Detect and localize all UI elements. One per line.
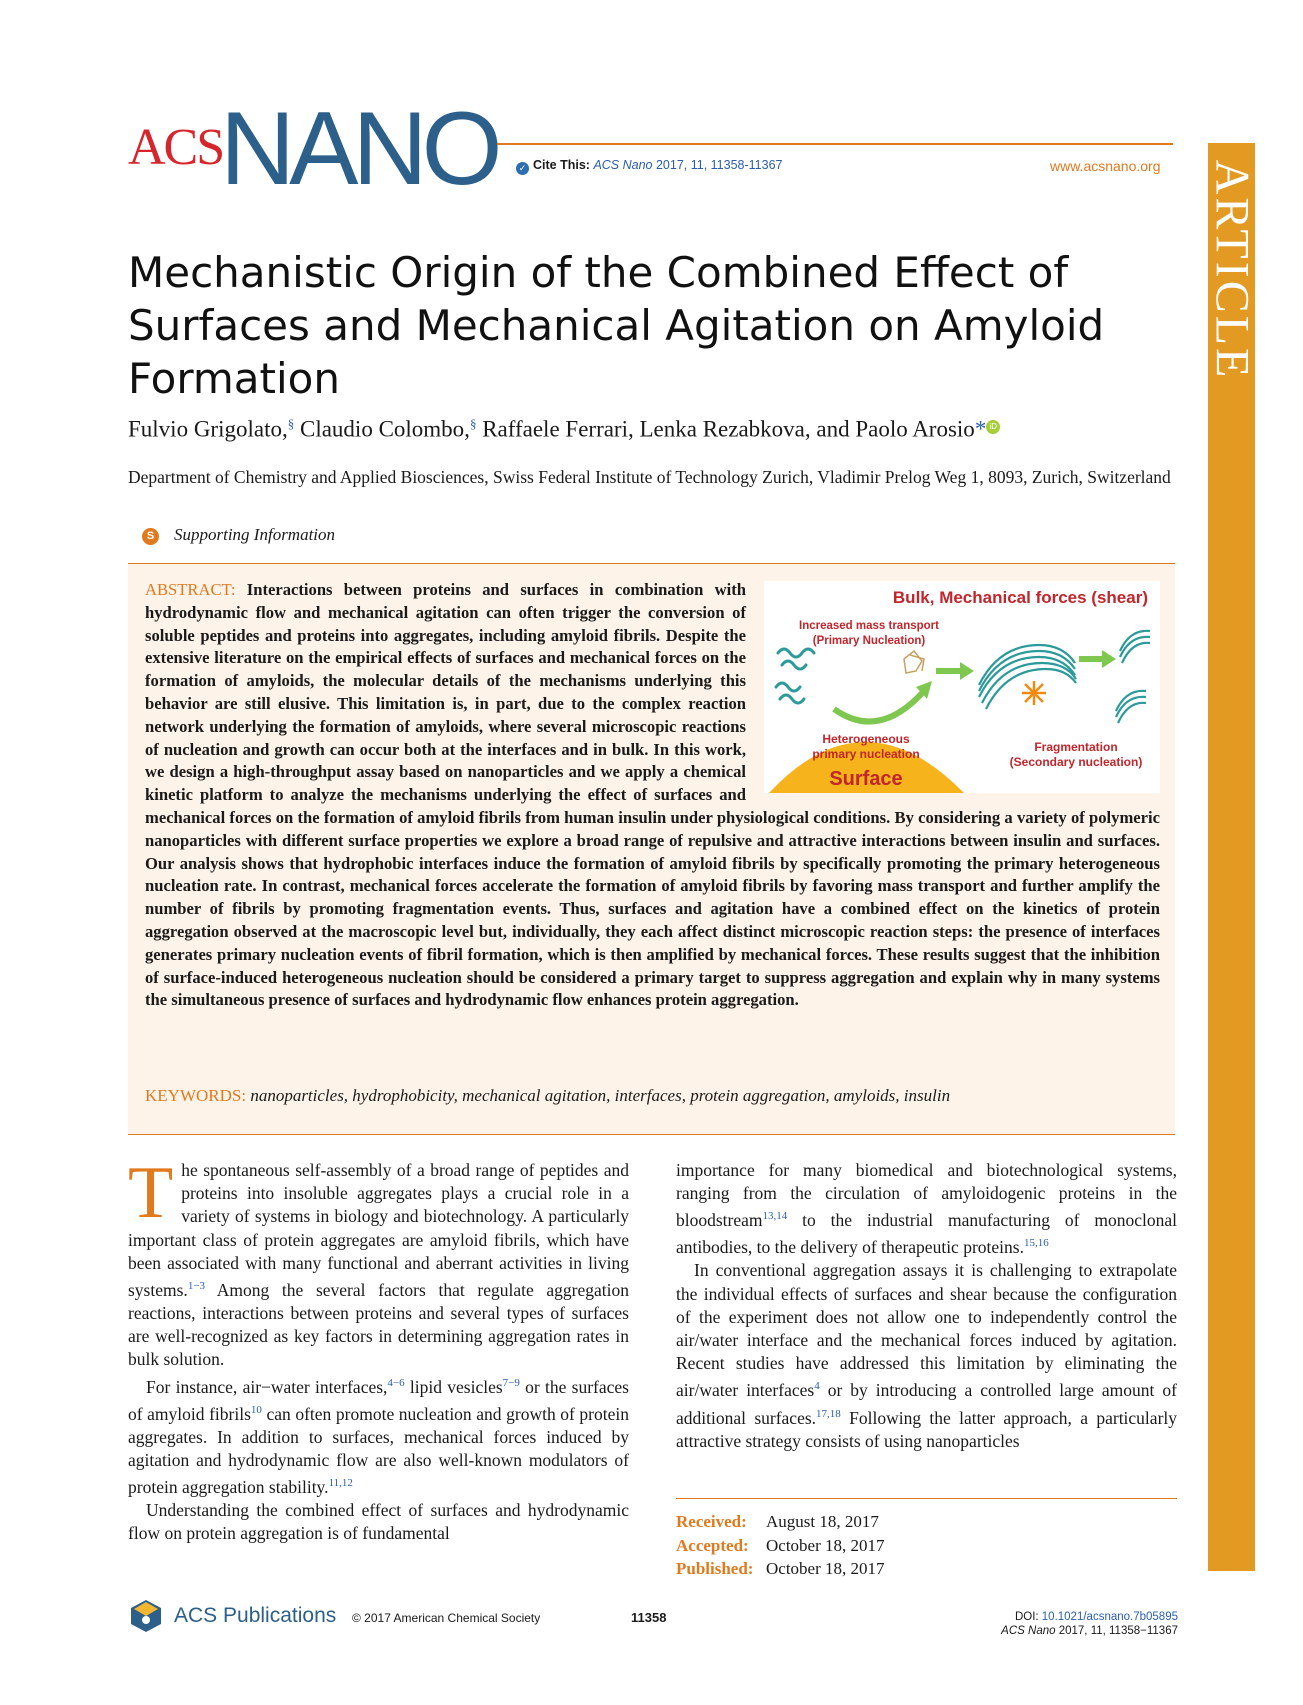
check-icon: ✓: [516, 162, 529, 175]
acs-hexagon-icon: [128, 1598, 164, 1634]
toc-hetero-1: Heterogeneous: [822, 732, 910, 746]
keywords-label: KEYWORDS:: [145, 1086, 247, 1105]
accepted-label: Accepted:: [676, 1535, 749, 1555]
toc-nucleus: [904, 651, 924, 673]
corresponding-mark[interactable]: *: [974, 416, 987, 442]
paragraph-4: [676, 1159, 1177, 1259]
published-date: October 18, 2017: [766, 1559, 885, 1578]
published-label: Published:: [676, 1559, 754, 1578]
logo-nano: NANO: [220, 91, 497, 207]
paragraph-5: [676, 1259, 1177, 1452]
body-column-left: [128, 1152, 629, 1546]
toc-fragmentation-1: Fragmentation: [1034, 740, 1118, 754]
p2-text-a: For instance, air−water interfaces,: [146, 1376, 388, 1397]
toc-mass-transport-2: (Primary Nucleation): [812, 635, 926, 647]
orcid-icon[interactable]: iD: [986, 420, 1000, 434]
affiliation: Department of Chemistry and Applied Biosciences, Swiss Federal Institute of Technology Zurich, Vladimir Prelog Weg 1, 8093, Zurich, Switzerland: [128, 467, 1171, 487]
toc-monomers: [776, 649, 814, 703]
body-column-right: [676, 1159, 1177, 1453]
article-title: Mechanistic Origin of the Combined Effect of Surfaces and Mechanical Agitation on Amyloid Formation: [128, 248, 1105, 403]
ref-link[interactable]: 4: [814, 1380, 820, 1393]
cite-ref: 2017, 11, 11358-11367: [655, 158, 783, 172]
cite-link[interactable]: [593, 158, 782, 172]
doi-block: [940, 1610, 1178, 1638]
toc-mass-transport-1: Increased mass transport: [799, 620, 939, 632]
author-rest: Raffaele Ferrari, Lenka Rezabkova, and Paolo Arosio: [482, 416, 975, 442]
toc-fragment-star: [1022, 681, 1046, 705]
toc-curved-arrow: [834, 691, 924, 721]
author-2-mark[interactable]: §: [469, 416, 477, 431]
received-label: Received:: [676, 1512, 747, 1531]
journal-ref-line: [940, 1624, 1178, 1638]
p2-text-c: or the surfaces of amyloid fibrils: [128, 1376, 629, 1424]
article-label: [1205, 150, 1258, 390]
cite-this[interactable]: [516, 158, 783, 175]
author-1-mark[interactable]: §: [287, 416, 295, 431]
r2-text-c: Following the latter approach, a particularly attractive strategy consists of using nanoparticles: [676, 1407, 1178, 1451]
toc-arrowhead-1: [960, 662, 974, 680]
toc-surface-label: Surface: [829, 768, 903, 790]
doi-line: [940, 1610, 1178, 1624]
received-date: August 18, 2017: [766, 1512, 879, 1531]
author-2: Claudio Colombo,: [299, 416, 470, 442]
abstract-label: ABSTRACT:: [145, 580, 236, 599]
doi-link[interactable]: 10.1021/acsnano.7b05895: [1041, 1611, 1178, 1623]
accepted-row: [676, 1534, 885, 1558]
ref-link[interactable]: 11,12: [328, 1477, 353, 1490]
footer-ref: 2017, 11, 11358−11367: [1058, 1625, 1178, 1637]
header-rule: [497, 143, 1173, 145]
website-link[interactable]: www.acsnano.org: [1050, 158, 1161, 174]
received-row: [676, 1510, 885, 1534]
publication-dates: [676, 1510, 885, 1581]
p2-text-b: lipid vesicles: [404, 1376, 503, 1397]
logo-acs: ACS: [128, 119, 224, 176]
paragraph-2: [128, 1372, 629, 1500]
publisher-name: ACS Publications: [174, 1604, 337, 1627]
toc-arrowhead-2: [1102, 650, 1116, 668]
p1-text-a: he spontaneous self-assembly of a broad range of peptides and proteins into insoluble aggregates plays a crucial role in a variety of systems in biology and biotechnology. A particularly important class of protein aggregates are amyloid fibrils, which have been associated with many functional and aberrant activities in living systems.: [128, 1160, 629, 1300]
toc-hetero-2: primary nucleation: [812, 747, 920, 761]
ref-link[interactable]: 1−3: [187, 1280, 206, 1293]
cite-journal: ACS Nano: [593, 158, 653, 172]
ref-link[interactable]: 15,16: [1023, 1237, 1049, 1250]
p1-text-b: Among the several factors that regulate aggregation reactions, interactions between proteins and several types of surfaces are well-recognized as key factors in determining aggregation rates in bulk solution.: [128, 1279, 629, 1370]
toc-fragments: [1116, 631, 1150, 723]
ref-link[interactable]: 17,18: [816, 1407, 841, 1420]
acs-publications-logo[interactable]: [128, 1598, 336, 1634]
r1-text-b: to the industrial manufacturing of monoclonal antibodies, to the delivery of therapeutic proteins.: [676, 1210, 1177, 1258]
footer-journal: ACS Nano: [1001, 1625, 1056, 1637]
cite-label: Cite This:: [533, 158, 590, 172]
toc-graphic: [764, 581, 1160, 793]
author-1: Fulvio Grigolato,: [128, 416, 288, 442]
accepted-date: October 18, 2017: [766, 1535, 885, 1555]
page-number: 11358: [631, 1610, 667, 1625]
drop-cap: T: [128, 1152, 174, 1234]
ref-link[interactable]: 7−9: [502, 1376, 520, 1389]
r2-text-a: In conventional aggregation assays it is challenging to extrapolate the individual effects of surfaces and shear because the configuration of the experiment does not allow one to independently control the air/water interface and the mechanical forces induced by agitation. Recent studies have addressed this limitation by eliminating the air/water interfaces: [676, 1260, 1177, 1401]
article-label-text: ARTICLE: [1205, 159, 1258, 381]
r2-text-b: or by introducing a controlled large amount of additional surfaces.: [676, 1380, 1177, 1428]
ref-link[interactable]: 13,14: [762, 1210, 788, 1223]
supporting-info-label: Supporting Information: [174, 525, 336, 544]
dates-rule: [676, 1498, 1177, 1499]
keywords-list: nanoparticles, hydrophobicity, mechanical agitation, interfaces, protein aggregation, amyloids, insulin: [250, 1086, 951, 1105]
published-row: [676, 1557, 885, 1581]
abstract-body: Interactions between proteins and surfaces in combination with hydrodynamic flow and mechanical agitation can often trigger the conversion of soluble peptides and proteins into aggregates, including amyloid fibrils. Despite the extensive literature on the empirical effects of surfaces and mechanical forces on the formation of amyloids, the molecular details of the mechanisms underlying this behavior are still elusive. This limitation is, in part, due to the complex reaction network underlying the formation of amyloids, where several microscopic reactions of nucleation and growth can occur both at the interfaces and in bulk. In this work, we design a high-throughput assay based on nanoparticles and we apply a chemical kinetic platform to analyze the mechanisms underlying the effect of surfaces and mechanical forces on the formation of amyloid fibrils from human insulin under physiological conditions. By considering a variety of polymeric nanoparticles with different surface properties we explore a broad range of repulsive and attractive interactions between insulin and surfaces. Our analysis shows that hydrophobic interfaces induce the formation of amyloid fibrils by specifically promoting the primary heterogeneous nucleation rate. In contrast, mechanical forces accelerate the formation of amyloid fibrils by favoring mass transport and further amplify the number of fibrils by promoting fragmentation events. Thus, surfaces and agitation have a combined effect on the kinetics of protein aggregation observed at the macroscopic level but, individually, they each affect distinct microscopic reaction steps: the presence of interfaces generates primary nucleation events of fibril formation, which is then amplified by mechanical forces. These results suggest that the inhibition of surface-induced heterogeneous nucleation should be considered a primary target to suppress aggregation and explain why in many systems the simultaneous presence of surfaces and hydrodynamic flow enhances protein aggregation.: [145, 580, 1160, 1010]
paragraph-3: Understanding the combined effect of surfaces and hydrodynamic flow on protein aggregation is of fundamental: [128, 1500, 629, 1544]
toc-fragmentation-2: (Secondary nucleation): [1009, 755, 1143, 769]
abstract: [145, 579, 1160, 1012]
paragraph-1: [128, 1152, 629, 1372]
r1-text-a: importance for many biomedical and biotechnological systems, ranging from the circulation of amyloidogenic proteins in the bloodstream: [676, 1160, 1177, 1231]
supporting-info-icon: S: [142, 528, 159, 545]
ref-link[interactable]: 10: [250, 1403, 262, 1416]
author-list: [128, 416, 1188, 443]
doi-label: DOI:: [1014, 1611, 1039, 1623]
keywords: [145, 1086, 1160, 1106]
toc-graphic-svg: [764, 581, 1160, 793]
copyright: © 2017 American Chemical Society: [352, 1611, 541, 1625]
ref-link[interactable]: 4−6: [387, 1376, 405, 1389]
p2-text-d: can often promote nucleation and growth of protein aggregates. In addition to surfaces, mechanical forces induced by agitation and hydrodynamic flow are also well-known modulators of protein aggregation stability.: [128, 1403, 629, 1497]
toc-title: Bulk, Mechanical forces (shear): [892, 588, 1148, 607]
